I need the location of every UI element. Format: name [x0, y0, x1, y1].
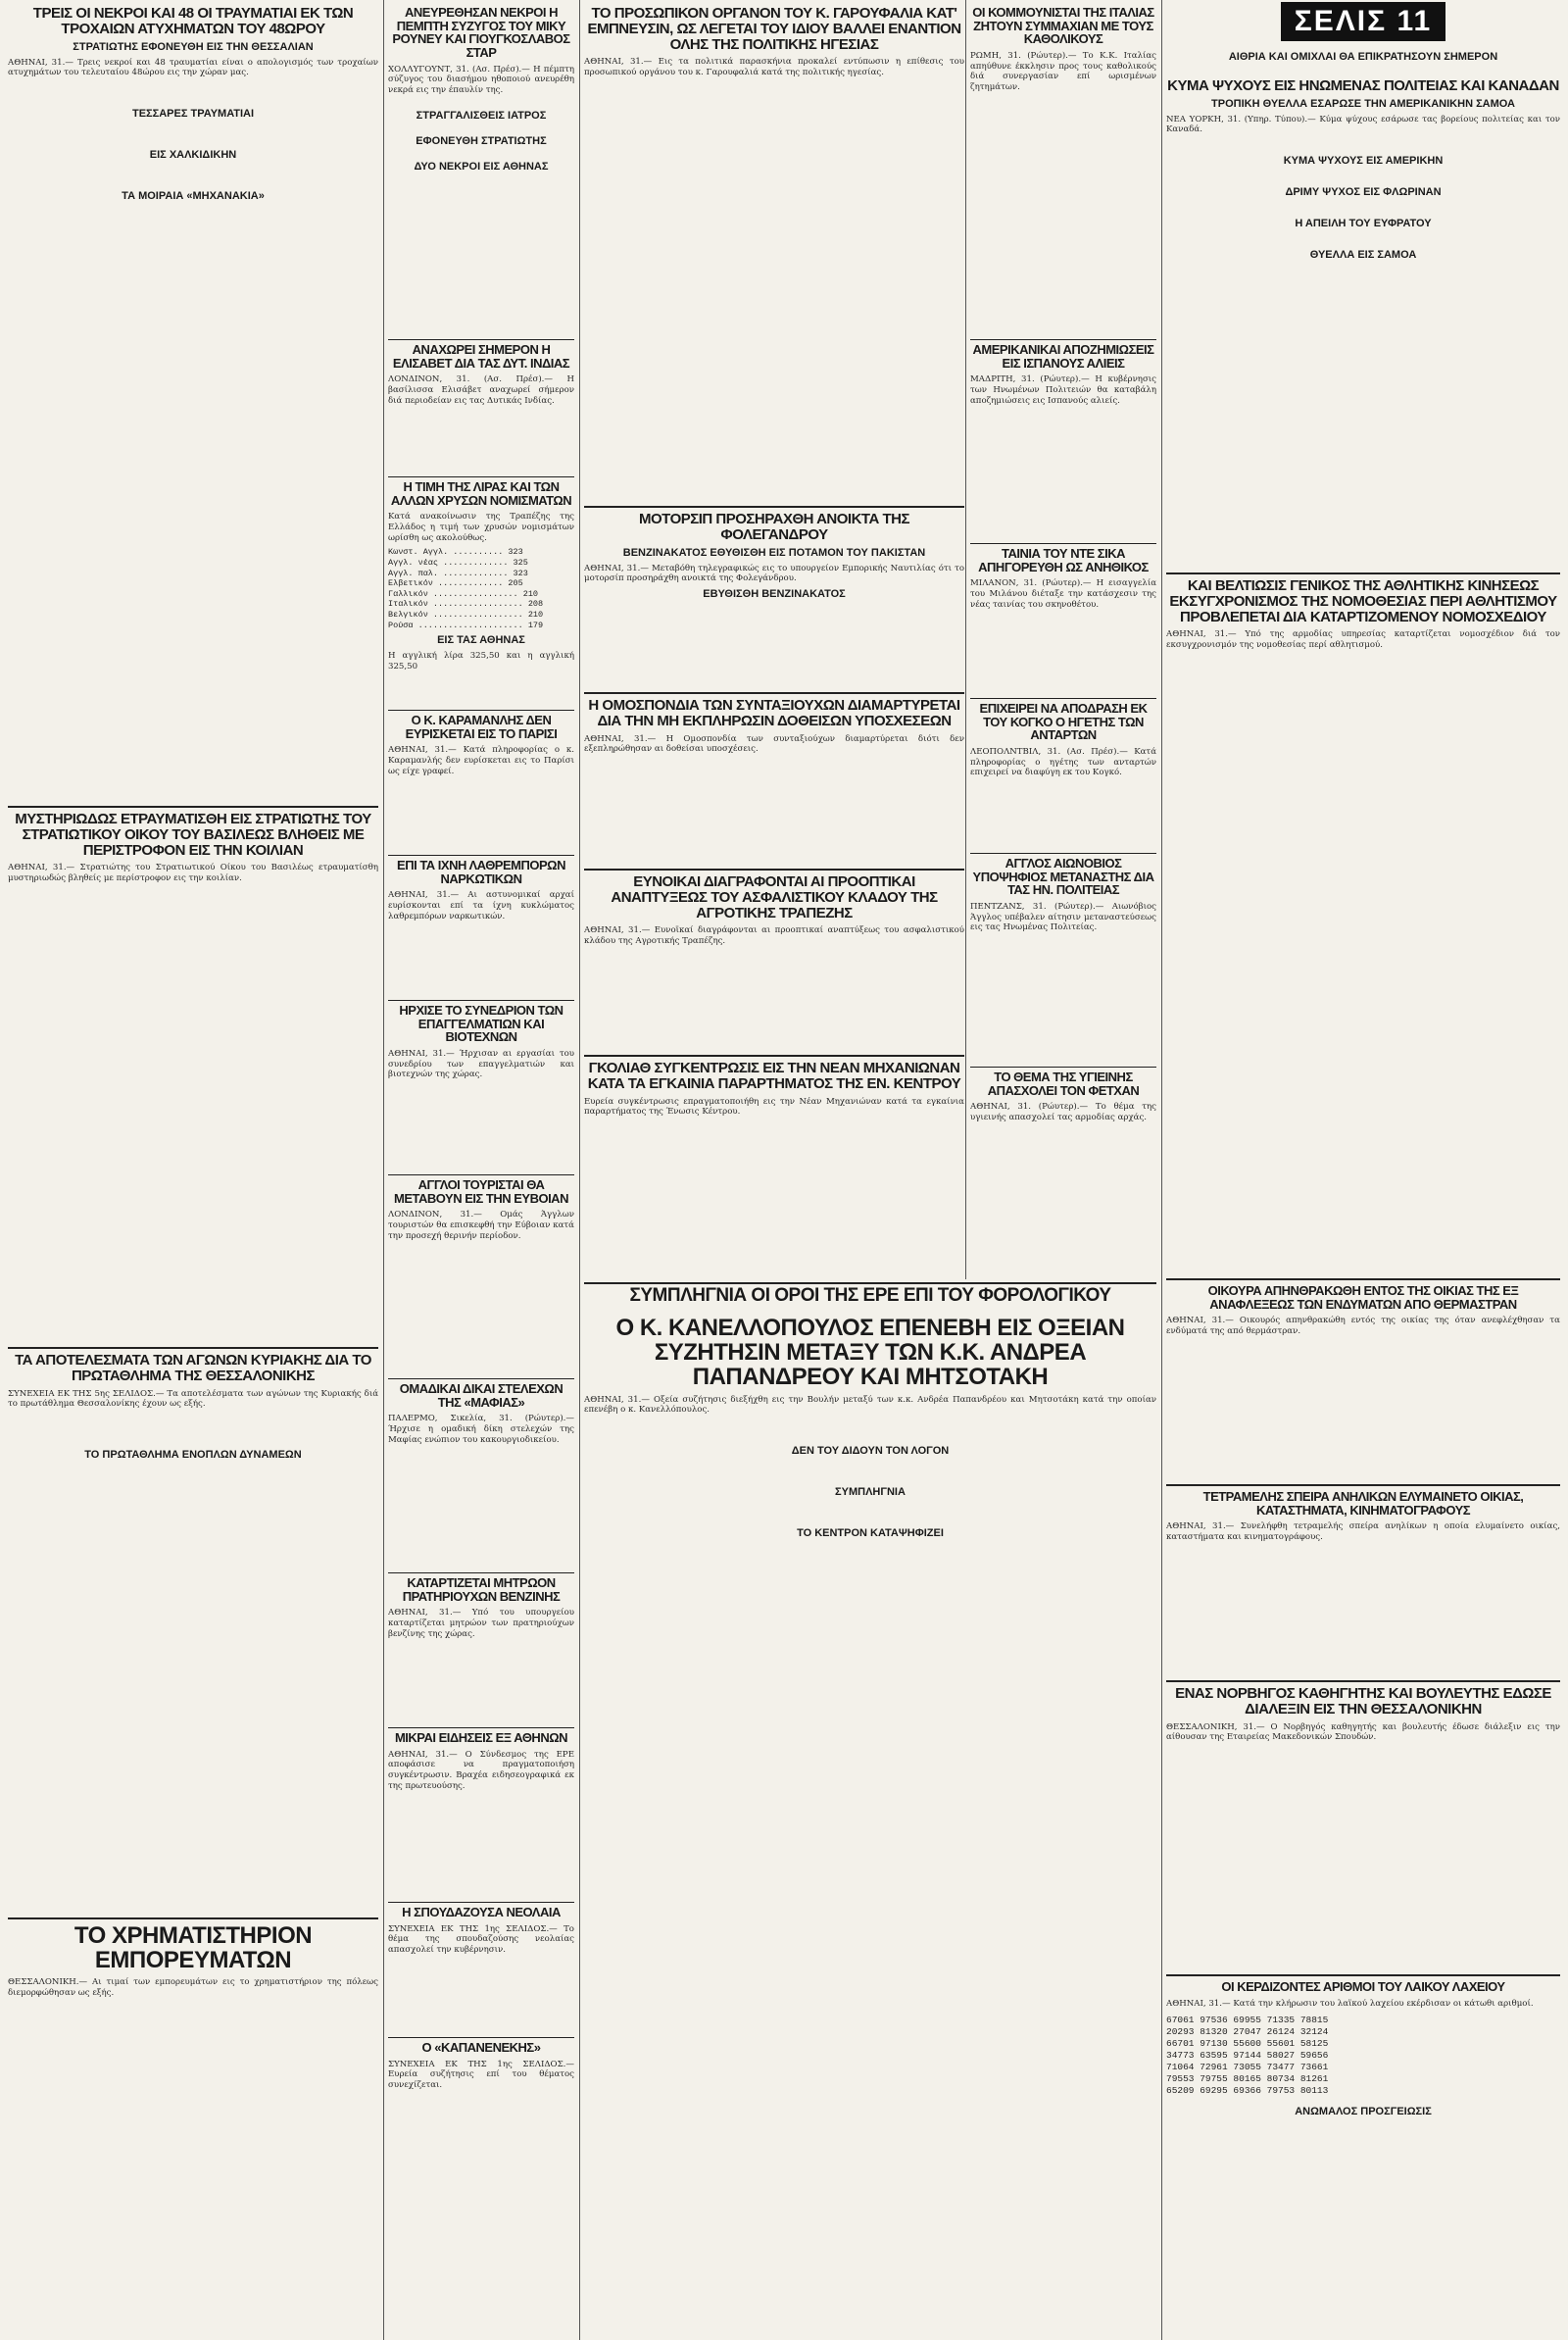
article-text: ΝΕΑ ΥΟΡΚΗ, 31. (Υπηρ. Τύπου).— Κύμα ψύχους εσάρωσε τας βορείους πολιτείας και τον Καναδά.	[1166, 114, 1560, 135]
section-title: ΕΙΣ ΤΑΣ ΑΘΗΝΑΣ	[437, 634, 525, 647]
price-row: Ιταλικόν .................. 208	[388, 599, 544, 610]
headline: ΣΥΜΠΛΗΓΝΙΑ ΟΙ ΟΡΟΙ ΤΗΣ ΕΡΕ ΕΠΙ ΤΟΥ ΦΟΡΟΛΟΓΙΚΟΥ	[629, 1286, 1111, 1306]
headline: ΜΟΤΟΡΣΙΠ ΠΡΟΣΗΡΑΧΘΗ ΑΝΟΙΚΤΑ ΤΗΣ ΦΟΛΕΓΑΝΔΡΟΥ	[639, 512, 909, 543]
headline: ΚΑΙ ΒΕΛΤΙΩΣΙΣ ΓΕΝΙΚΟΣ ΤΗΣ ΑΘΛΗΤΙΚΗΣ ΚΙΝΗΣΕΩΣ ΕΚΣΥΓΧΡΟΝΙΣΜΟΣ ΤΗΣ ΝΟΜΟΘΕΣΙΑΣ ΠΕΡΙ ΑΘΛΗΤΙΣΜΟΥ ΠΡΟΒΛΕΠΕΤΑΙ ΔΙΑ ΚΑΤΑΡΤΙΖΟΜΕΝΟΥ ΝΟΜΟΣΧΕΔΙΟΥ	[1169, 578, 1557, 625]
price-row: Ελβετικόν ............. 205	[388, 578, 523, 589]
headline: ΤΑΙΝΙΑ ΤΟΥ ΝΤΕ ΣΙΚΑ ΑΠΗΓΟΡΕΥΘΗ ΩΣ ΑΝΗΘΙΚΟΣ	[978, 547, 1149, 574]
lottery-row: 65209 69295 69366 79753 80113	[1166, 2084, 1329, 2096]
section-title: ΤΕΣΣΑΡΕΣ ΤΡΑΥΜΑΤΙΑΙ	[131, 107, 255, 120]
section-title: ΔΡΙΜΥ ΨΥΧΟΣ ΕΙΣ ΦΛΩΡΙΝΑΝ	[1285, 186, 1442, 199]
article-text: ΠΕΝΤΖΑΝΣ, 31. (Ρώυτερ).— Αιωνόβιος Άγγλος υπέβαλεν αίτησιν μεταναστεύσεως εις τας Ηνωμένας Πολιτείας.	[970, 901, 1156, 933]
headline: ΑΝΑΧΩΡΕΙ ΣΗΜΕΡΟΝ Η ΕΛΙΣΑΒΕΤ ΔΙΑ ΤΑΣ ΔΥΤ. ΙΝΔΙΑΣ	[392, 343, 570, 371]
headline: ΕΠΙ ΤΑ ΙΧΝΗ ΛΑΘΡΕΜΠΟΡΩΝ ΝΑΡΚΩΤΙΚΩΝ	[397, 859, 565, 886]
article-a35	[8, 1923, 378, 2330]
article-text: ΣΥΝΕΧΕΙΑ ΕΚ ΤΗΣ 1ης ΣΕΛΙΔΟΣ.— Ευρεία συζήτησις επί του θέματος συνεχίζεται.	[388, 2059, 574, 2090]
price-row: Αγγλ. νέας ............. 325	[388, 557, 528, 568]
article-a20	[584, 874, 964, 1051]
article-a11	[970, 547, 1156, 694]
article-text: ΘΕΣΣΑΛΟΝΙΚΗ, 31.— Ο Νορβηγός καθηγητής και βουλευτής έδωσε διάλεξιν εις την αίθουσαν της Εταιρείας Μακεδονικών Σπουδών.	[1166, 1721, 1560, 1743]
article-a2	[388, 6, 574, 335]
gold-price-list	[388, 547, 574, 630]
section-title: ΕΙΣ ΧΑΛΚΙΔΙΚΗΝ	[149, 148, 237, 161]
headline: ΑΝΕΥΡΕΘΗΣΑΝ ΝΕΚΡΟΙ Η ΠΕΜΠΤΗ ΣΥΖΥΓΟΣ ΤΟΥ ΜΙΚΥ ΡΟΥΝΕΥ ΚΑΙ ΓΙΟΥΓΚΟΣΛΑΒΟΣ ΣΤΑΡ	[392, 6, 570, 60]
headline: ΑΓΓΛΟΣ ΑΙΩΝΟΒΙΟΣ ΥΠΟΨΗΦΙΟΣ ΜΕΤΑΝΑΣΤΗΣ ΔΙΑ ΤΑΣ ΗΝ. ΠΟΛΙΤΕΙΑΣ	[972, 857, 1154, 898]
headline: ΕΝΑΣ ΝΟΡΒΗΓΟΣ ΚΑΘΗΓΗΤΗΣ ΚΑΙ ΒΟΥΛΕΥΤΗΣ ΕΔΩΣΕ ΔΙΑΛΕΞΙΝ ΕΙΣ ΤΗΝ ΘΕΣΣΑΛΟΝΙΚΗΝ	[1175, 1686, 1551, 1718]
headline: Ο Κ. ΚΑΝΕΛΛΟΠΟΥΛΟΣ ΕΠΕΝΕΒΗ ΕΙΣ ΟΞΕΙΑΝ ΣΥΖΗΤΗΣΙΝ ΜΕΤΑΞΥ ΤΩΝ Κ.Κ. ΑΝΔΡΕΑ ΠΑΠΑΝΔΡΕΟΥ ΚΑΙ ΜΗΤΣΟΤΑΚΗ	[615, 1316, 1125, 1391]
headline: ΜΙΚΡΑΙ ΕΙΔΗΣΕΙΣ ΕΞ ΑΘΗΝΩΝ	[394, 1731, 568, 1745]
article-text: ΑΘΗΝΑΙ, 31.— Συνελήφθη τετραμελής σπείρα ανηλίκων η οποία ελυμαίνετο οικίας, καταστήματα και κινηματογράφους.	[1166, 1521, 1560, 1542]
article-text: ΑΘΗΝΑΙ, 31.— Ο Σύνδεσμος της ΕΡΕ αποφάσισε να πραγματοποιήση συγκέντρωσιν. Βραχέα ειδησεογραφικά εκ της πρωτευούσης.	[388, 1749, 574, 1791]
headline: Ο Κ. ΚΑΡΑΜΑΝΛΗΣ ΔΕΝ ΕΥΡΙΣΚΕΤΑΙ ΕΙΣ ΤΟ ΠΑΡΙΣΙ	[405, 714, 558, 741]
headline: ΤΕΤΡΑΜΕΛΗΣ ΣΠΕΙΡΑ ΑΝΗΛΙΚΩΝ ΕΛΥΜΑΙΝΕΤΟ ΟΙΚΙΑΣ, ΚΑΤΑΣΤΗΜΑΤΑ, ΚΙΝΗΜΑΤΟΓΡΑΦΟΥΣ	[1202, 1490, 1524, 1518]
subhead: ΑΙΘΡΙΑ ΚΑΙ ΟΜΙΧΛΑΙ ΘΑ ΕΠΙΚΡΑΤΗΣΟΥΝ ΣΗΜΕΡΟΝ	[1228, 51, 1498, 63]
column-2	[388, 0, 574, 2340]
section-title: ΑΝΩΜΑΛΟΣ ΠΡΟΣΓΕΙΩΣΙΣ	[1295, 2106, 1432, 2118]
headline: Η ΟΜΟΣΠΟΝΔΙΑ ΤΩΝ ΣΥΝΤΑΞΙΟΥΧΩΝ ΔΙΑΜΑΡΤΥΡΕΤΑΙ ΔΙΑ ΤΗΝ ΜΗ ΕΚΠΛΗΡΩΣΙΝ ΔΟΘΕΙΣΩΝ ΥΠΟΣΧΕΣΕΩΝ	[588, 698, 960, 729]
article-text: ΣΥΝΕΧΕΙΑ ΕΚ ΤΗΣ 1ης ΣΕΛΙΔΟΣ.— Το θέμα της σπουδαζούσης νεολαίας απασχολεί την κυβέρνησιν.	[388, 1923, 574, 1955]
section-title: ΣΥΜΠΛΗΓΝΙΑ	[835, 1485, 906, 1498]
headline: ΟΜΑΔΙΚΑΙ ΔΙΚΑΙ ΣΤΕΛΕΧΩΝ ΤΗΣ «ΜΑΦΙΑΣ»	[399, 1382, 564, 1410]
article-text: ΧΟΛΛΥΓΟΥΝΤ, 31. (Ασ. Πρέσ).— Η πέμπτη σύζυγος του διασήμου ηθοποιού ανευρέθη νεκρά εις την έπαυλίν της.	[388, 64, 574, 95]
headline: ΑΜΕΡΙΚΑΝΙΚΑΙ ΑΠΟΖΗΜΙΩΣΕΙΣ ΕΙΣ ΙΣΠΑΝΟΥΣ ΑΛΙΕΙΣ	[972, 343, 1154, 371]
article-a15	[388, 859, 574, 996]
article-a22	[1166, 1284, 1560, 1480]
headline: Ο «ΚΑΠΑΝΕΝΕΚΗΣ»	[421, 2041, 541, 2055]
lottery-row: 66701 97130 55600 55601 58125	[1166, 2038, 1329, 2050]
section-title: ΤΟ ΠΡΩΤΑΘΛΗΜΑ ΕΝΟΠΛΩΝ ΔΥΝΑΜΕΩΝ	[84, 1448, 302, 1461]
headline: ΗΡΧΙΣΕ ΤΟ ΣΥΝΕΔΡΙΟΝ ΤΩΝ ΕΠΑΓΓΕΛΜΑΤΙΩΝ ΚΑΙ ΒΙΟΤΕΧΝΩΝ	[399, 1004, 564, 1045]
article-text: ΑΘΗΝΑΙ, 31.— Υπό της αρμοδίας υπηρεσίας καταρτίζεται νομοσχέδιον διά τον εκσυγχρονισμόν της νομοθεσίας περί αθλητισμού.	[1166, 629, 1560, 650]
article-a9	[584, 512, 964, 688]
article-a14	[388, 714, 574, 851]
headline: ΤΑ ΑΠΟΤΕΛΕΣΜΑΤΑ ΤΩΝ ΑΓΩΝΩΝ ΚΥΡΙΑΚΗΣ ΔΙΑ ΤΟ ΠΡΩΤΑΘΛΗΜΑ ΤΗΣ ΘΕΣΣΑΛΟΝΙΚΗΣ	[15, 1353, 371, 1384]
article-text: ΑΘΗΝΑΙ, 31.— Κατά την κλήρωσιν του λαϊκού λαχείου εκέρδισαν οι κάτωθι αριθμοί.	[1166, 1998, 1534, 2009]
article-a17	[970, 702, 1156, 849]
article-a29	[584, 1316, 1156, 2330]
price-quote: Η αγγλική λίρα 325,50 και η αγγλική 325,50	[388, 651, 574, 672]
article-a33	[388, 1906, 574, 2033]
article-a23	[584, 1061, 964, 1276]
article-a25	[1166, 1490, 1560, 1676]
column-1	[8, 0, 378, 2340]
article-a26	[8, 1353, 378, 1912]
section-title: ΕΒΥΘΙΣΘΗ ΒΕΝΖΙΝΑΚΑΤΟΣ	[703, 587, 846, 600]
headline: ΚΑΤΑΡΤΙΖΕΤΑΙ ΜΗΤΡΩΟΝ ΠΡΑΤΗΡΙΟΥΧΩΝ ΒΕΝΖΙΝΗΣ	[402, 1576, 561, 1604]
article-text: ΣΥΝΕΧΕΙΑ ΕΚ ΤΗΣ 5ης ΣΕΛΙΔΟΣ.— Τα αποτελέσματα των αγώνων της Κυριακής διά το πρωτάθλημα Θεσσαλονίκης έχουν ως εξής.	[8, 1388, 378, 1410]
article-text: ΑΘΗΝΑΙ, 31.— Ευνοϊκαί διαγράφονται αι προοπτικαί αναπτύξεως του ασφαλιστικού κλάδου της Αγροτικής Τραπέζης.	[584, 925, 964, 946]
section-title: ΚΥΜΑ ΨΥΧΟΥΣ ΕΙΣ ΑΜΕΡΙΚΗΝ	[1283, 155, 1444, 168]
column-5	[1166, 0, 1560, 2340]
article-text: ΜΑΔΡΙΤΗ, 31. (Ρώυτερ).— Η κυβέρνησις των Ηνωμένων Πολιτειών θα καταβάλη αποζημιώσεις εις Ισπανούς αλιείς.	[970, 374, 1156, 406]
headline: ΟΙΚΟΥΡΑ ΑΠΗΝΘΡΑΚΩΘΗ ΕΝΤΟΣ ΤΗΣ ΟΙΚΙΑΣ ΤΗΣ ΕΞ ΑΝΑΦΛΕΞΕΩΣ ΤΩΝ ΕΝΔΥΜΑΤΩΝ ΑΠΟ ΘΕΡΜΑΣΤΡΑΝ	[1207, 1284, 1519, 1312]
article-a32	[388, 1731, 574, 1898]
article-a10	[970, 343, 1156, 539]
article-text: ΠΑΛΕΡΜΟ, Σικελία, 31. (Ρώυτερ).— Ήρχισε η ομαδική δίκη στελεχών της Μαφίας ενώπιον του κακουργιοδικείου.	[388, 1414, 574, 1445]
price-row: Βελγικόν .................. 210	[388, 610, 544, 620]
article-a7	[388, 343, 574, 473]
lottery-row: 34773 63595 97144 58027 59656	[1166, 2049, 1329, 2061]
section-title: ΤΟ ΚΕΝΤΡΟΝ ΚΑΤΑΨΗΦΙΖΕΙ	[797, 1526, 944, 1539]
headline: ΓΚΟΛΙΑΘ ΣΥΓΚΕΝΤΡΩΣΙΣ ΕΙΣ ΤΗΝ ΝΕΑΝ ΜΗΧΑΝΙΩΝΑΝ ΚΑΤΑ ΤΑ ΕΓΚΑΙΝΙΑ ΠΑΡΑΡΤΗΜΑΤΟΣ ΤΗΣ ΕΝ. ΚΕΝΤΡΟΥ	[587, 1061, 961, 1092]
lottery-row: 67061 97536 69955 71335 78815	[1166, 2015, 1329, 2026]
headline: ΤΟ ΠΡΟΣΩΠΙΚΟΝ ΟΡΓΑΝΟΝ ΤΟΥ Κ. ΓΑΡΟΥΦΑΛΙΑ ΚΑΤ' ΕΜΠΝΕΥΣΙΝ, ΩΣ ΛΕΓΕΤΑΙ ΤΟΥ ΙΔΙΟΥ ΒΑΛΛΕΙ ΕΝΑΝΤΙΟΝ ΟΛΗΣ ΤΗΣ ΠΟΛΙΤΙΚΗΣ ΗΓΕΣΙΑΣ	[587, 6, 961, 53]
article-a28	[584, 1286, 1156, 1312]
article-text: ΑΘΗΝΑΙ, 31.— Εις τα πολιτικά παρασκήνια προκαλεί εντύπωσιν η επίθεσις του προσωπικού οργάνου του κ. Γαρουφαλιά κατά της πολιτικής ηγεσίας.	[584, 57, 964, 77]
section-title: ΕΦΟΝΕΥΘΗ ΣΤΡΑΤΙΩΤΗΣ	[416, 134, 547, 147]
headline: ΚΥΜΑ ΨΥΧΟΥΣ ΕΙΣ ΗΝΩΜΕΝΑΣ ΠΟΛΙΤΕΙΑΣ ΚΑΙ ΚΑΝΑΔΑΝ	[1167, 78, 1559, 94]
article-a12	[1166, 578, 1560, 1274]
article-a34	[388, 2041, 574, 2330]
section-title: ΔΕΝ ΤΟΥ ΔΙΔΟΥΝ ΤΟΝ ΛΟΓΟΝ	[791, 1444, 950, 1457]
article-a31	[388, 1576, 574, 1723]
lottery-row: 79553 79755 80165 80734 81261	[1166, 2072, 1329, 2084]
section-title: ΣΤΡΑΓΓΑΛΙΣΘΕΙΣ ΙΑΤΡΟΣ	[416, 109, 547, 122]
article-a27	[388, 1382, 574, 1568]
article-a24	[970, 1070, 1156, 1276]
article-text: ΛΕΟΠΟΛΝΤΒΙΛ, 31. (Ασ. Πρέσ).— Κατά πληροφορίας ο ηγέτης των ανταρτών επιχειρεί να διαφύγη εκ του Κογκό.	[970, 746, 1156, 778]
article-text: Ευρεία συγκέντρωσις επραγματοποιήθη εις την Νέαν Μηχανιώναν κατά τα εγκαίνια παραρτήματος της Ένωσις Κέντρου.	[584, 1096, 964, 1118]
article-text: ΛΟΝΔΙΝΟΝ, 31. (Ασ. Πρέσ).— Η βασίλισσα Ελισάβετ αναχωρεί σήμερον διά περιοδείαν εις τας Δυτικάς Ινδίας.	[388, 374, 574, 406]
article-a6	[1166, 78, 1560, 569]
article-a30	[1166, 1686, 1560, 1970]
article-a16	[584, 698, 964, 865]
headline: Η ΤΙΜΗ ΤΗΣ ΛΙΡΑΣ ΚΑΙ ΤΩΝ ΑΛΛΩΝ ΧΡΥΣΩΝ ΝΟΜΙΣΜΑΤΩΝ	[390, 480, 572, 508]
article-a21	[970, 857, 1156, 1063]
article-a36	[1166, 1980, 1560, 2330]
headline: ΤΟ ΘΕΜΑ ΤΗΣ ΥΓΙΕΙΝΗΣ ΑΠΑΣΧΟΛΕΙ ΤΟΝ ΦΕΤΧΑΝ	[987, 1070, 1140, 1098]
section-title: Η ΑΠΕΙΛΗ ΤΟΥ ΕΥΦΡΑΤΟΥ	[1295, 218, 1432, 230]
lottery-numbers	[1166, 2015, 1560, 2096]
article-text: ΑΘΗΝΑΙ, 31.— Αι αστυνομικαί αρχαί ευρίσκονται επί τα ίχνη κυκλώματος λαθρεμπόρων ναρκωτικών.	[388, 890, 574, 921]
headline: ΟΙ ΚΕΡΔΙΖΟΝΤΕΣ ΑΡΙΘΜΟΙ ΤΟΥ ΛΑΙΚΟΥ ΛΑΧΕΙΟΥ	[1221, 1980, 1505, 1994]
article-text: ΑΘΗΝΑΙ, 31.— Υπό του υπουργείου καταρτίζεται μητρώον των πρατηριούχων βενζίνης της χώρας.	[388, 1608, 574, 1639]
page-masthead: ΣΕΛΙΣ 11	[1281, 2, 1446, 41]
headline: ΤΟ ΧΡΗΜΑΤΙΣΤΗΡΙΟΝ ΕΜΠΟΡΕΥΜΑΤΩΝ	[74, 1923, 313, 1974]
headline: ΕΠΙΧΕΙΡΕΙ ΝΑ ΑΠΟΔΡΑΣΗ ΕΚ ΤΟΥ ΚΟΓΚΟ Ο ΗΓΕΤΗΣ ΤΩΝ ΑΝΤΑΡΤΩΝ	[979, 702, 1148, 743]
article-a1	[8, 6, 378, 800]
article-text: ΑΘΗΝΑΙ, 31. (Ρώυτερ).— Το θέμα της υγιεινής απασχολεί τας αρμοδίας αρχάς.	[970, 1102, 1156, 1122]
article-text: ΡΩΜΗ, 31. (Ρώυτερ).— Το Κ.Κ. Ιταλίας απηύθυνε έκκλησιν προς τους καθολικούς διά συνεργασίαν επί ωρισμένων ζητημάτων.	[970, 50, 1156, 92]
headline: ΟΙ ΚΟΜΜΟΥΝΙΣΤΑΙ ΤΗΣ ΙΤΑΛΙΑΣ ΖΗΤΟΥΝ ΣΥΜΜΑΧΙΑΝ ΜΕ ΤΟΥΣ ΚΑΘΟΛΙΚΟΥΣ	[972, 6, 1154, 47]
article-a5	[1166, 47, 1560, 78]
article-a18	[388, 1004, 574, 1170]
article-text: ΑΘΗΝΑΙ, 31.— Τρεις νεκροί και 48 τραυματίαι είναι ο απολογισμός των τροχαίων ατυχημάτων του τελευταίου 48ώρου εις την χώραν μας.	[8, 57, 378, 78]
article-a8	[388, 480, 574, 706]
section-title: ΘΥΕΛΛΑ ΕΙΣ ΣΑΜΟΑ	[1309, 249, 1417, 262]
article-text: ΘΕΣΣΑΛΟΝΙΚΗ.— Αι τιμαί των εμπορευμάτων εις το χρηματιστήριον της πόλεως διεμορφώθησαν ως εξής.	[8, 1977, 378, 1999]
article-text: Κατά ανακοίνωσιν της Τραπέζης της Ελλάδος η τιμή των χρυσών νομισμάτων ωρίσθη ως ακολούθως.	[388, 512, 574, 543]
article-text: ΑΘΗΝΑΙ, 31.— Οικουρός απηνθρακώθη εντός της οικίας της όταν ανεφλέχθησαν τα ενδύματά της από θερμάστραν.	[1166, 1316, 1560, 1336]
price-row: Αγγλ. παλ. ............. 323	[388, 568, 528, 578]
price-row: Γαλλικόν ................. 210	[388, 588, 539, 599]
section-title: ΤΑ ΜΟΙΡΑΙΑ «ΜΗΧΑΝΑΚΙΑ»	[122, 189, 265, 202]
headline: ΤΡΕΙΣ ΟΙ ΝΕΚΡΟΙ ΚΑΙ 48 ΟΙ ΤΡΑΥΜΑΤΙΑΙ ΕΚ ΤΩΝ ΤΡΟΧΑΙΩΝ ΑΤΥΧΗΜΑΤΩΝ ΤΟΥ 48ΩΡΟΥ	[32, 6, 354, 37]
article-a4	[970, 6, 1156, 335]
price-row: Ρούσα ..................... 179	[388, 620, 544, 630]
subhead: ΤΡΟΠΙΚΗ ΘΥΕΛΛΑ ΕΣΑΡΩΣΕ ΤΗΝ ΑΜΕΡΙΚΑΝΙΚΗΝ ΣΑΜΟΑ	[1211, 97, 1515, 110]
article-text: ΑΘΗΝΑΙ, 31.— Στρατιώτης του Στρατιωτικού Οίκου του Βασιλέως ετραυματίσθη μυστηριωδώς βληθείς με περίστροφον εις την κοιλίαν.	[8, 863, 378, 883]
article-text: ΑΘΗΝΑΙ, 31.— Ήρχισαν αι εργασίαι του συνεδρίου των επαγγελματιών και βιοτεχνών της χώρας.	[388, 1048, 574, 1080]
article-text: ΑΘΗΝΑΙ, 31.— Οξεία συζήτησις διεξήχθη εις την Βουλήν μεταξύ των κ.κ. Ανδρέα Παπανδρέου και Μητσοτάκη κατά την οποίαν επενέβη ο κ. Κανελλόπουλος.	[584, 1394, 1156, 1416]
article-text: ΑΘΗΝΑΙ, 31.— Η Ομοσπονδία των συνταξιούχων διαμαρτύρεται διότι δεν εξεπληρώθησαν αι δοθείσαι υποσχέσεις.	[584, 733, 964, 755]
article-text: ΛΟΝΔΙΝΟΝ, 31.— Ομάς Άγγλων τουριστών θα επισκεφθή την Εύβοιαν κατά την προσεχή θερινήν περίοδον.	[388, 1210, 574, 1241]
article-a19	[388, 1178, 574, 1374]
subhead: ΣΤΡΑΤΙΩΤΗΣ ΕΦΟΝΕΥΘΗ ΕΙΣ ΤΗΝ ΘΕΣΣΑΛΙΑΝ	[73, 40, 314, 53]
subhead: ΒΕΝΖΙΝΑΚΑΤΟΣ ΕΘΥΘΙΣΘΗ ΕΙΣ ΠΟΤΑΜΟΝ ΤΟΥ ΠΑΚΙΣΤΑΝ	[622, 546, 926, 559]
headline: ΕΥΝΟΙΚΑΙ ΔΙΑΓΡΑΦΟΝΤΑΙ ΑΙ ΠΡΟΟΠΤΙΚΑΙ ΑΝΑΠΤΥΞΕΩΣ ΤΟΥ ΑΣΦΑΛΙΣΤΙΚΟΥ ΚΛΑΔΟΥ ΤΗΣ ΑΓΡΟΤΙΚΗΣ ΤΡΑΠΕΖΗΣ	[611, 874, 938, 921]
lottery-row: 71064 72961 73055 73477 73661	[1166, 2061, 1329, 2072]
lottery-row: 20293 81320 27047 26124 32124	[1166, 2026, 1329, 2038]
article-text: ΑΘΗΝΑΙ, 31.— Μεταβόθη τηλεγραφικώς εις το υπουργείον Εμπορικής Ναυτιλίας ότι το μοτορσίπ προσηράχθη ανοικτά της Φολεγάνδρου.	[584, 563, 964, 584]
article-a3	[584, 6, 964, 502]
headline: ΜΥΣΤΗΡΙΩΔΩΣ ΕΤΡΑΥΜΑΤΙΣΘΗ ΕΙΣ ΣΤΡΑΤΙΩΤΗΣ ΤΟΥ ΣΤΡΑΤΙΩΤΙΚΟΥ ΟΙΚΟΥ ΤΟΥ ΒΑΣΙΛΕΩΣ ΒΛΗΘΕΙΣ ΜΕ ΠΕΡΙΣΤΡΟΦΟΝ ΕΙΣ ΤΗΝ ΚΟΙΛΙΑΝ	[15, 812, 371, 859]
article-text: ΜΙΛΑΝΟΝ, 31. (Ρώυτερ).— Η εισαγγελία του Μιλάνου διέταξε την κατάσχεσιν της νέας ταινίας του σκηνοθέτου.	[970, 578, 1156, 610]
price-row: Κωνστ. Αγγλ. .......... 323	[388, 547, 523, 558]
headline: Η ΣΠΟΥΔΑΖΟΥΣΑ ΝΕΟΛΑΙΑ	[402, 1906, 561, 1919]
headline: ΑΓΓΛΟΙ ΤΟΥΡΙΣΤΑΙ ΘΑ ΜΕΤΑΒΟΥΝ ΕΙΣ ΤΗΝ ΕΥΒΟΙΑΝ	[394, 1178, 568, 1206]
article-a13	[8, 812, 378, 1341]
article-text: ΑΘΗΝΑΙ, 31.— Κατά πληροφορίας ο κ. Καραμανλής δεν ευρίσκεται εις το Παρίσι ως είχε γραφεί.	[388, 745, 574, 776]
section-title: ΔΥΟ ΝΕΚΡΟΙ ΕΙΣ ΑΘΗΝΑΣ	[414, 160, 549, 173]
